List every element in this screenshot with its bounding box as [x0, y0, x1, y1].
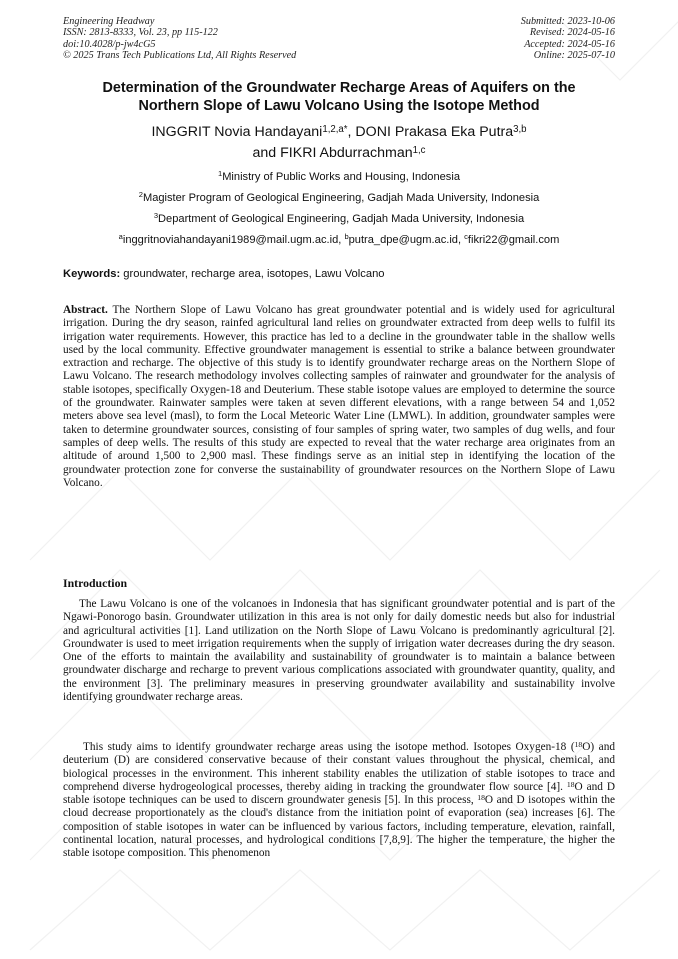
email-link[interactable]: putra_dpe@ugm.ac.id,: [348, 234, 465, 246]
author-list: [40, 122, 638, 164]
author-emails: $^a$inggritnoviahandayani1989@mail.ugm.ac.id, $^b$putra_dpe@ugm.ac.id, $^c$fikri22@gmail.com: [118, 232, 560, 246]
revised-date: Revised: 2024-05-16: [529, 27, 615, 39]
journal-info: [63, 16, 296, 61]
affiliation-3: $^3$Department of Geological Engineering, Gadjah Mada University, Indonesia: [153, 211, 525, 225]
intro-paragraph-2: This study aims to identify groundwater recharge areas using the isotope method. Isotopes Oxygen-18 ($^{18}$O) and deuterium (D) are considered conservative because of their constant values throughout the physical, chemical, and biological processes in the environment. This inherent stability enables the utilization of stable isotopes to trace and comprehend diverse hydrogeological processes, thereby aiding in tracking the groundwater flow source [4]. $^{18}$O and D stable isotope techniques can be used to discern groundwater genesis [5]. In this process, $^{18}$O and D isotopes within the cloud decrease proportionately as the cloud's distance from the initiation point of evaporation (sea) increases [6]. The composition of stable isotopes in water can be influenced by various factors, including temperature, elevation, rainfall, continental location, natural processes, and hydrological conditions [7,8,9]. The higher the temperature, the higher the stable isotope composition. This phenomenon: [63, 740, 616, 860]
isotope-superscript: 18: [574, 740, 583, 749]
keywords: [63, 268, 385, 280]
author-line-1: [40, 122, 638, 143]
author-name: INGGRIT Novia Handayani: [151, 124, 323, 140]
online-date: Online: 2025-07-10: [533, 49, 615, 61]
doi-line[interactable]: doi:10.4028/p-jw4cG5: [63, 38, 156, 50]
section-heading: Introduction: [63, 576, 128, 590]
email-link[interactable]: fikri22@gmail.com: [467, 234, 560, 246]
title-line-1: Determination of the Groundwater Recharge Areas of Aquifers on the: [102, 80, 576, 96]
intro-paragraph-1: The Lawu Volcano is one of the volcanoes in Indonesia that has significant groundwater potential and is part of the Ngawi-Ponorogo basin. Groundwater utilization in this area is not only for daily domestic needs but also for industrial and agricultural activities [1]. Land utilization on the North Slope of Lawu Volcano is predominantly agricultural [2]. Groundwater is used to meet irrigation requirements when the supply of irrigation water decreases during the dry season. One of the efforts to maintain the availability and sustainability of groundwater is to maintain a balance between groundwater discharge and recharge to prevent various complications associated with groundwater quantity, quality, and the environment [3]. The preliminary measures in preserving groundwater availability and sustainability involve identifying groundwater recharge areas.: [63, 598, 615, 704]
isotope-superscript: 18: [477, 793, 485, 803]
abstract-text: The Northern Slope of Lawu Volcano has great groundwater potential and is widely used for agricultural irrigation. During the dry season, rainfed agricultural land relies on groundwater extracted from deep wells to fulfil its irrigation water requirements. However, this practice has led to a decline in the groundwater table in the shallow wells used by the local community. Effective groundwater management is essential to strike a balance between groundwater extraction and recharge. The objective of this study is to identify groundwater recharge areas on the Northern Slope of Lawu Volcano. The research methodology involves collecting samples of rainwater and groundwater for the analysis of stable isotopes, specifically Oxygen-18 and Deuterium. These stable isotope values are employed to determine the source of the groundwater. Rainwater samples were taken at seven different elevations, with a range between 54 and 1,052 meters above sea level (masl), to form the Local Meteoric Water Line (LMWL). In addition, groundwater samples were taken to determine groundwater sources, consisting of four samples of spring water, two samples of dug wells, and four samples of deep wells. The results of this study are expected to reveal that the water recharge area originates from an altitude of around 1,500 to 2,900 masl. These findings serve as an initial step in identifying the location of the groundwater protection zone for converse the sustainability of groundwater resources on the Northern Slope of Lawu Volcano.: [63, 304, 615, 489]
author-name: DONI Prakasa Eka Putra: [355, 124, 514, 140]
email-link[interactable]: inggritnoviahandayani1989@mail.ugm.ac.id,: [122, 234, 345, 246]
journal-name: Engineering Headway: [63, 16, 155, 27]
keywords-text: groundwater, recharge area, isotopes, Lawu Volcano: [120, 268, 385, 280]
author-name: and FIKRI Abdurrachman: [252, 145, 413, 161]
issn-line: ISSN: 2813-8333, Vol. 23, pp 115-122: [63, 27, 218, 39]
affiliation-2: $^2$Magister Program of Geological Engineering, Gadjah Mada University, Indonesia: [138, 190, 540, 204]
copyright-line: © 2025 Trans Tech Publications Ltd, All Rights Reserved: [63, 49, 297, 61]
author-affil-marker: 1,c: [412, 145, 426, 156]
affiliations: [40, 170, 638, 254]
submitted-date: Submitted: 2023-10-06: [520, 16, 615, 27]
paper-title: [40, 79, 638, 115]
publication-dates: [521, 16, 615, 61]
title-line-2: Northern Slope of Lawu Volcano Using the Isotope Method: [138, 98, 540, 114]
affiliation-1: $^1$Ministry of Public Works and Housing, Indonesia: [217, 169, 460, 183]
author-affil-marker: 1,2,a*: [322, 124, 348, 135]
keywords-label: Keywords:: [63, 268, 121, 280]
abstract-label: Abstract.: [63, 304, 108, 316]
isotope-superscript: 18: [566, 779, 575, 789]
abstract: [63, 304, 615, 490]
author-separator: ,: [347, 124, 356, 140]
accepted-date: Accepted: 2024-05-16: [524, 38, 615, 50]
author-line-2: [40, 143, 638, 164]
author-affil-marker: 3,b: [513, 124, 527, 135]
